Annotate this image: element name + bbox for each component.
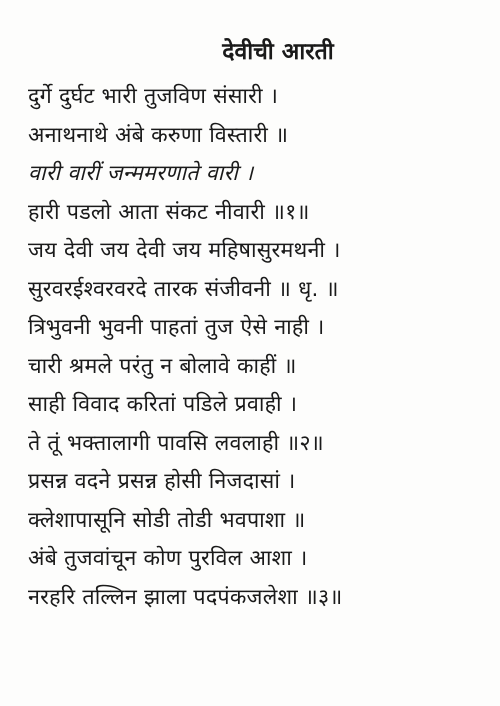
verse-line: सुरवरईश्वरवरदे तारक संजीवनी ॥ धृ. ॥	[28, 276, 339, 302]
verse-line: नरहरि तल्लिन झाला पदपंकजलेशा ॥३॥	[28, 584, 343, 610]
verse-block	[28, 78, 498, 617]
verse-line: वारी वारीं जन्ममरणाते वारी ।	[28, 161, 254, 186]
document-title: देवीची आरती	[222, 39, 334, 65]
verse-line: जय देवी जय देवी जय महिषासुरमथनी ।	[28, 238, 341, 263]
verse-line: त्रिभुवनी भुवनी पाहतां तुज ऐसे नाही ।	[28, 315, 325, 340]
verse-line: प्रसन्न वदने प्रसन्न होसी निजदासां ।	[28, 469, 296, 494]
verse-line: ते तूं भक्तालागी पावसि लवलाही ॥२॥	[28, 430, 324, 456]
verse-line: क्लेशापासूनि सोडी तोडी भवपाशा ॥	[28, 507, 306, 533]
verse-line: अनाथनाथे अंबे करुणा विस्तारी ॥	[28, 122, 289, 148]
verse-line: अंबे तुजवांचून कोण पुरविल आशा ।	[28, 546, 308, 571]
verse-line: हारी पडलो आता संकट नीवारी ॥१॥	[28, 199, 310, 225]
verse-line: दुर्गे दुर्घट भारी तुजविण संसारी ।	[28, 84, 279, 109]
verse-line: चारी श्रमले परंतु न बोलावे काहीं ॥	[28, 353, 297, 379]
verse-line: साही विवाद करितां पडिले प्रवाही ।	[28, 392, 298, 417]
